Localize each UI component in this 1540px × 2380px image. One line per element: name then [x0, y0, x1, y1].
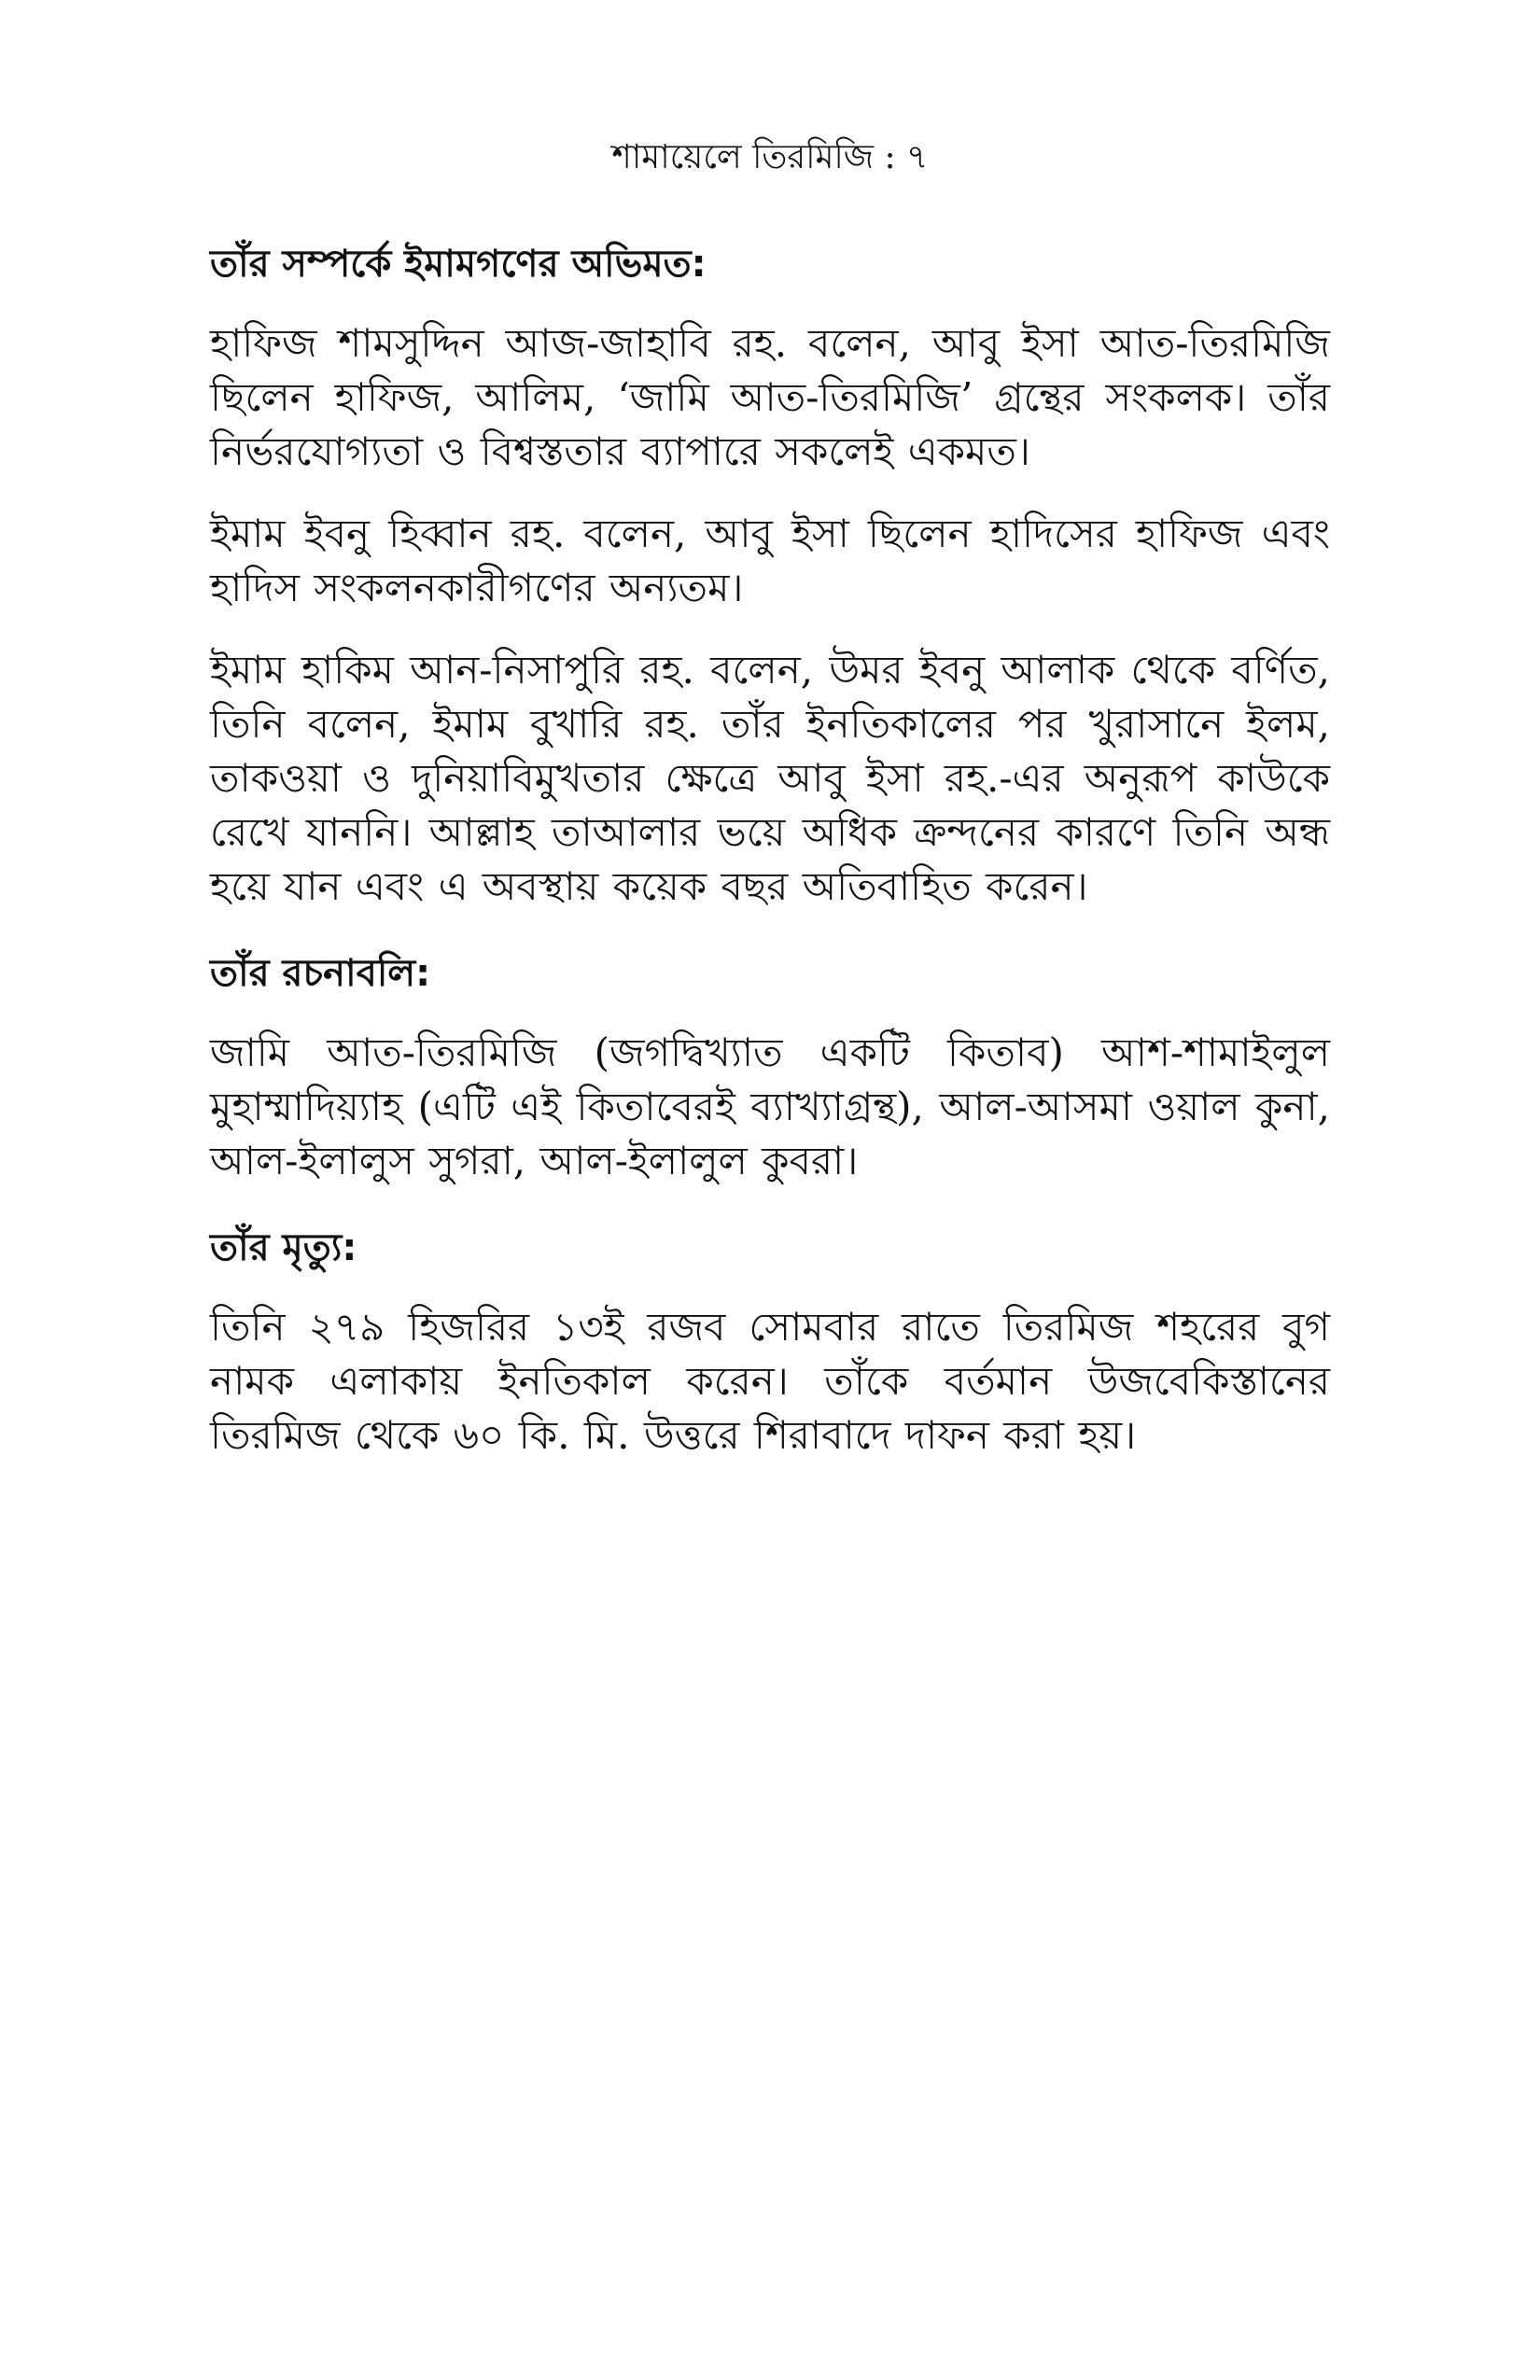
running-header: শামায়েলে তিরমিজি : ৭ [611, 138, 929, 176]
section-works [210, 947, 1330, 1188]
paragraph: ইমাম ইবনু হিব্বান রহ. বলেন, আবু ইসা ছিলেন হাদিসের হাফিজ এবং হাদিস সংকলনকারীগণের অন্যতম। [210, 511, 1330, 610]
section-heading: তাঁর মৃত্যু: [210, 1226, 357, 1269]
section-heading: তাঁর সম্পর্কে ইমামগণের অভিমত: [210, 243, 707, 286]
paragraph: তিনি ২৭৯ হিজরির ১৩ই রজব সোমবার রাতে তিরমিজ শহরের বুগ নামক এলাকায় ইনতিকাল করেন। তাঁকে বর্তমান উজবেকিস্তানের তিরমিজ থেকে ৬০ কি. মি. উত্তরে শিরাবাদে দাফন করা হয়। [210, 1304, 1330, 1458]
section-scholars-opinion [210, 238, 1330, 914]
section-heading: তাঁর রচনাবলি: [210, 952, 431, 995]
paragraph: হাফিজ শামসুদ্দিন আজ-জাহাবি রহ. বলেন, আবু ইসা আত-তিরমিজি ছিলেন হাফিজ, আলিম, ‘জামি আত-তিরমিজি’ গ্রন্থের সংকলক। তাঁর নির্ভরযোগ্যতা ও বিশ্বস্ততার ব্যাপারে সকলেই একমত। [210, 320, 1330, 474]
section-death [210, 1222, 1330, 1463]
paragraph: জামি আত-তিরমিজি (জগদ্বিখ্যাত একটি কিতাব) আশ-শামাইলুল মুহাম্মাদিয়্যাহ (এটি এই কিতাবেরই ব্যাখ্যাগ্রন্থ), আল-আসমা ওয়াল কুনা, আল-ইলালুস সুগরা, আল-ইলালুল কুবরা। [210, 1029, 1330, 1183]
paragraph: ইমাম হাকিম আন-নিসাপুরি রহ. বলেন, উমর ইবনু আলাক থেকে বর্ণিত, তিনি বলেন, ইমাম বুখারি রহ. তাঁর ইনতিকালের পর খুরাসানে ইলম, তাকওয়া ও দুনিয়াবিমুখতার ক্ষেত্রে আবু ইসা রহ.-এর অনুরূপ কাউকে রেখে যাননি। আল্লাহ তাআলার ভয়ে অধিক ক্রন্দনের কারণে তিনি অন্ধ হয়ে যান এবং এ অবস্থায় কয়েক বছর অতিবাহিত করেন। [210, 647, 1330, 909]
page-body [210, 238, 1330, 1491]
